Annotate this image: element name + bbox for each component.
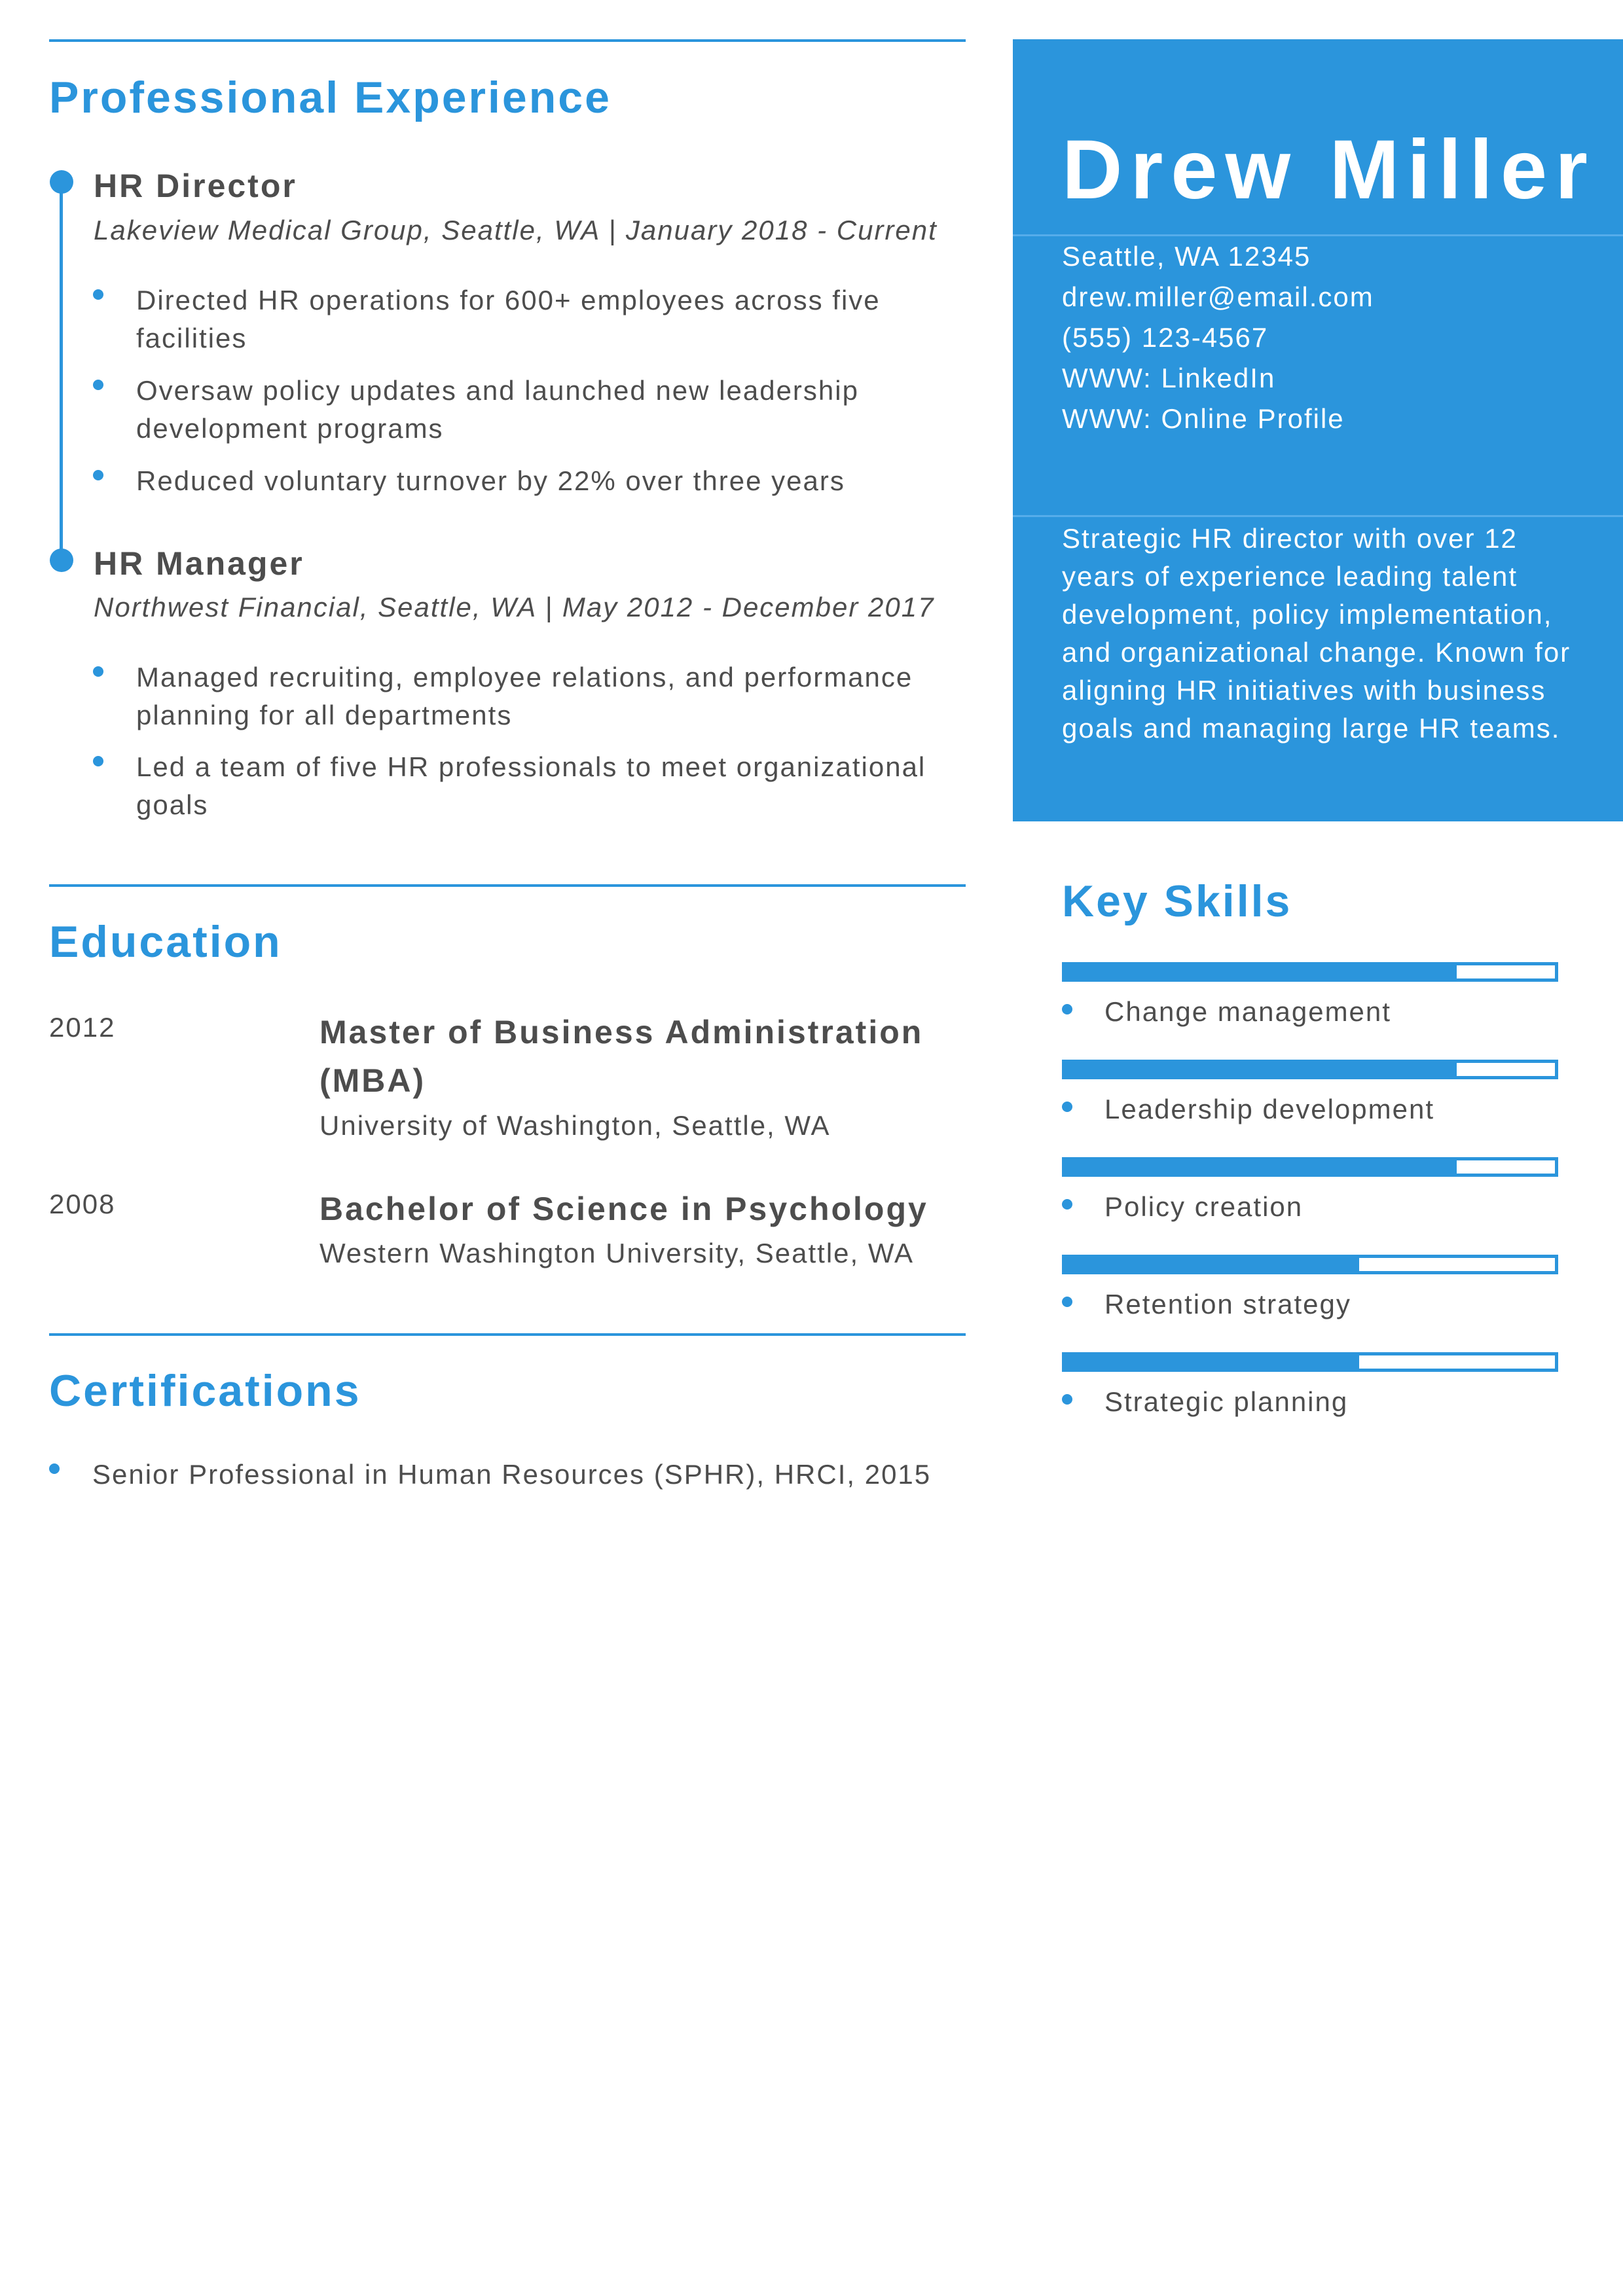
- skill-bar: [1062, 1157, 1558, 1177]
- education-rule: [49, 884, 966, 887]
- education-heading: Education: [49, 917, 282, 967]
- job-bullet: Oversaw policy updates and launched new leadership development programs: [136, 375, 859, 444]
- job-bullet: Led a team of five HR professionals to meet organizational goals: [136, 751, 926, 820]
- experience-heading: Professional Experience: [49, 73, 611, 122]
- skill-fill: [1065, 1355, 1359, 1369]
- bullet-dot: [1062, 1004, 1072, 1014]
- skill-label: Retention strategy: [1104, 1289, 1351, 1319]
- skill-bar: [1062, 1255, 1558, 1274]
- bullet-dot: [93, 380, 103, 390]
- education-degree: Bachelor of Science in Psychology: [319, 1191, 928, 1227]
- header-divider: [1013, 234, 1623, 236]
- skill-bar: [1062, 962, 1558, 982]
- contact-email[interactable]: drew.miller@email.com: [1062, 281, 1374, 312]
- education-degree: Master of Business Administration (MBA): [319, 1014, 924, 1099]
- timeline-dot: [50, 170, 73, 194]
- skills-heading: Key Skills: [1062, 876, 1292, 926]
- contact-linkedin[interactable]: WWW: LinkedIn: [1062, 363, 1276, 393]
- job-title: HR Director: [94, 168, 297, 204]
- skill-bar: [1062, 1352, 1558, 1372]
- bullet-dot: [1062, 1199, 1072, 1210]
- bullet-dot: [93, 289, 103, 300]
- job-bullet: Directed HR operations for 600+ employees across five facilities: [136, 285, 881, 353]
- job-dates: | May 2012 - December 2017: [536, 592, 935, 622]
- job-company: Lakeview Medical Group: [94, 215, 424, 245]
- education-school: Western Washington University, Seattle, WA: [319, 1238, 914, 1268]
- bullet-dot: [1062, 1394, 1072, 1405]
- contact-phone: (555) 123-4567: [1062, 322, 1269, 353]
- job-bullet: Managed recruiting, employee relations, and performance planning for all departments: [136, 662, 913, 730]
- bullet-dot: [49, 1463, 60, 1474]
- skill-label: Policy creation: [1104, 1191, 1304, 1222]
- contact-address: Seattle, WA 12345: [1062, 241, 1311, 272]
- job-bullet: Reduced voluntary turnover by 22% over three years: [136, 465, 845, 496]
- job-title: HR Manager: [94, 545, 304, 582]
- timeline-dot: [50, 548, 73, 572]
- bullet-dot: [93, 756, 103, 766]
- job-meta: [94, 592, 934, 623]
- job-meta: [94, 215, 938, 246]
- skill-fill: [1065, 1258, 1359, 1271]
- job-location: , Seattle, WA: [359, 592, 536, 622]
- certifications-heading: Certifications: [49, 1366, 361, 1416]
- skill-fill: [1065, 1160, 1457, 1174]
- skill-bar: [1062, 1060, 1558, 1079]
- bullet-dot: [1062, 1297, 1072, 1307]
- timeline-line: [60, 182, 63, 560]
- skill-label: Change management: [1104, 996, 1391, 1027]
- summary-divider: [1013, 515, 1623, 517]
- education-year: 2008: [49, 1189, 116, 1219]
- bullet-dot: [1062, 1102, 1072, 1112]
- job-location: , Seattle, WA: [423, 215, 600, 245]
- skill-label: Leadership development: [1104, 1094, 1434, 1124]
- candidate-name: Drew Miller: [1062, 123, 1596, 217]
- certifications-rule: [49, 1333, 966, 1336]
- skill-label: Strategic planning: [1104, 1386, 1349, 1417]
- job-dates: | January 2018 - Current: [599, 215, 938, 245]
- job-company: Northwest Financial: [94, 592, 360, 622]
- bullet-dot: [93, 666, 103, 677]
- education-year: 2012: [49, 1012, 116, 1043]
- skill-fill: [1065, 1063, 1457, 1076]
- contact-profile[interactable]: WWW: Online Profile: [1062, 403, 1345, 434]
- experience-rule: [49, 39, 966, 42]
- skill-fill: [1065, 965, 1457, 978]
- certification-item: Senior Professional in Human Resources (SPHR), HRCI, 2015: [92, 1459, 932, 1490]
- education-school: University of Washington, Seattle, WA: [319, 1110, 831, 1141]
- bullet-dot: [93, 470, 103, 480]
- professional-summary: Strategic HR director with over 12 years of experience leading talent development, policy implementation, and organizational change. Known for aligning HR initiatives with business goals and managing large HR teams.: [1062, 523, 1571, 744]
